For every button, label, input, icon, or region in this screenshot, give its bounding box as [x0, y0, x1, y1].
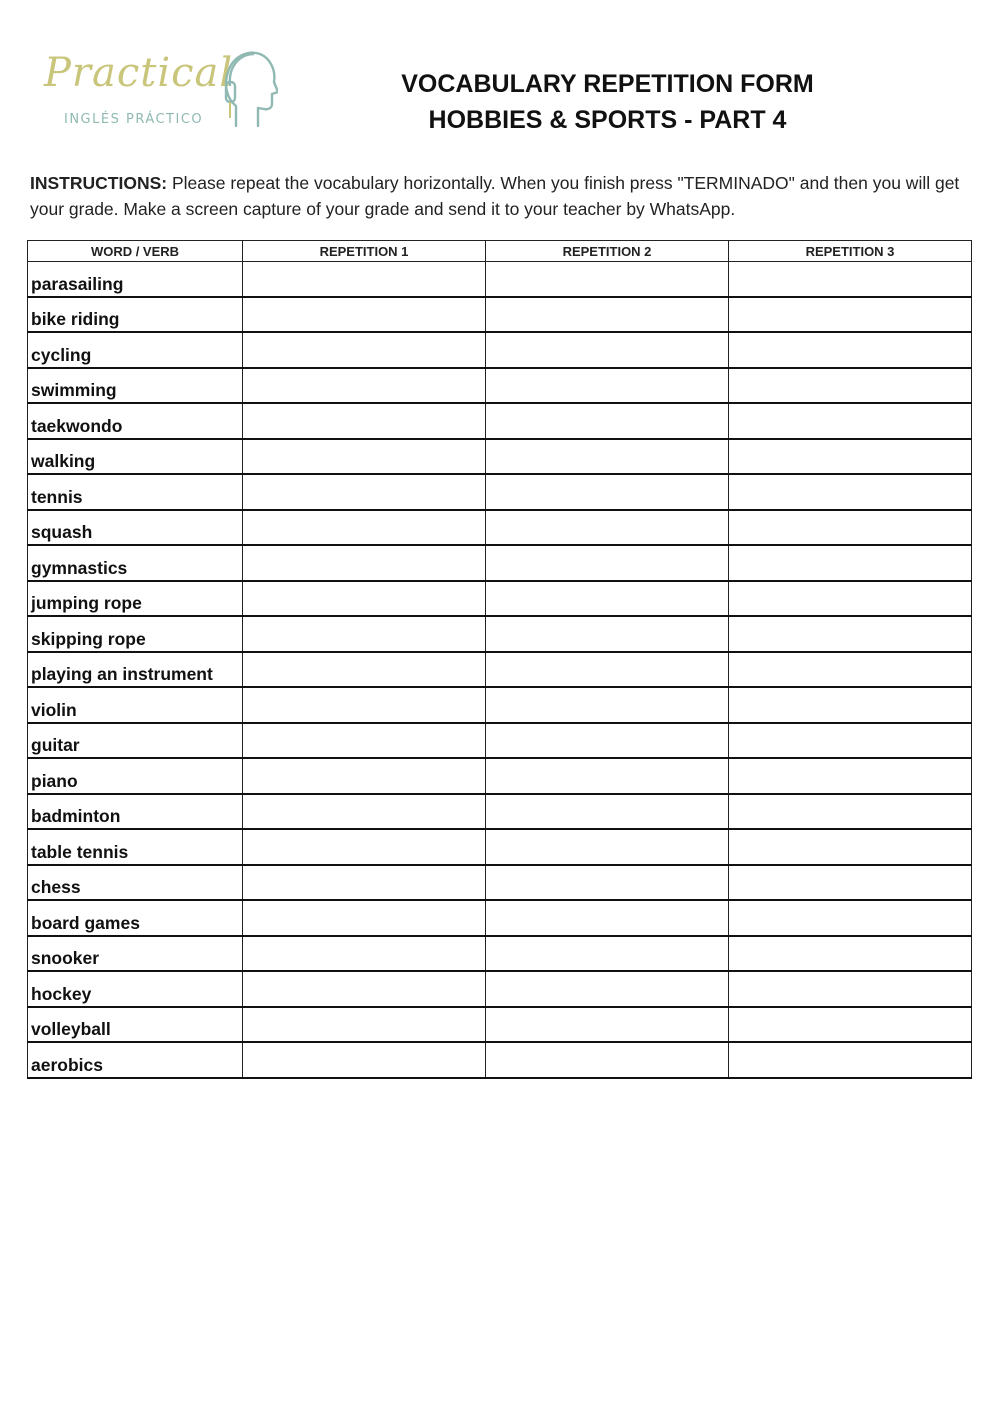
repetition-2-cell[interactable]: [486, 971, 729, 1007]
table-row: [28, 794, 972, 830]
title-line-2: HOBBIES & SPORTS - PART 4: [428, 106, 787, 134]
logo-subtitle: INGLÉS PRÁCTICO: [64, 112, 204, 127]
repetition-2-cell[interactable]: [486, 1042, 729, 1078]
repetition-1-cell[interactable]: [243, 971, 486, 1007]
table-row: [28, 368, 972, 404]
word-cell: violin: [28, 687, 243, 723]
repetition-2-cell[interactable]: [486, 297, 729, 333]
table-row: [28, 474, 972, 510]
repetition-3-cell[interactable]: [729, 403, 972, 439]
repetition-1-cell[interactable]: [243, 687, 486, 723]
repetition-3-cell[interactable]: [729, 297, 972, 333]
table-row: [28, 865, 972, 901]
repetition-3-cell[interactable]: [729, 439, 972, 475]
repetition-1-cell[interactable]: [243, 900, 486, 936]
repetition-1-cell[interactable]: [243, 1042, 486, 1078]
repetition-2-cell[interactable]: [486, 332, 729, 368]
repetition-3-cell[interactable]: [729, 687, 972, 723]
instructions-label: INSTRUCTIONS:: [30, 173, 168, 193]
repetition-2-cell[interactable]: [486, 652, 729, 688]
word-cell: jumping rope: [28, 581, 243, 617]
column-header-repetition-1: REPETITION 1: [243, 241, 486, 262]
table-row: [28, 723, 972, 759]
repetition-3-cell[interactable]: [729, 262, 972, 297]
repetition-1-cell[interactable]: [243, 439, 486, 475]
repetition-1-cell[interactable]: [243, 723, 486, 759]
repetition-2-cell[interactable]: [486, 758, 729, 794]
word-cell: parasailing: [28, 262, 243, 297]
table-row: [28, 581, 972, 617]
repetition-2-cell[interactable]: [486, 616, 729, 652]
table-row: [28, 687, 972, 723]
table-row: [28, 332, 972, 368]
repetition-1-cell[interactable]: [243, 616, 486, 652]
table-row: [28, 1007, 972, 1043]
repetition-1-cell[interactable]: [243, 758, 486, 794]
word-cell: skipping rope: [28, 616, 243, 652]
repetition-3-cell[interactable]: [729, 1007, 972, 1043]
word-cell: table tennis: [28, 829, 243, 865]
instructions-text: Please repeat the vocabulary horizontally. When you finish press "TERMINADO" and then you will get your grade. Make a screen capture of your grade and send it to your teacher by WhatsApp.: [30, 173, 960, 219]
repetition-1-cell[interactable]: [243, 474, 486, 510]
word-cell: squash: [28, 510, 243, 546]
repetition-3-cell[interactable]: [729, 971, 972, 1007]
word-cell: chess: [28, 865, 243, 901]
word-cell: gymnastics: [28, 545, 243, 581]
word-cell: board games: [28, 900, 243, 936]
repetition-2-cell[interactable]: [486, 936, 729, 972]
repetition-1-cell[interactable]: [243, 936, 486, 972]
word-cell: swimming: [28, 368, 243, 404]
table-row: [28, 545, 972, 581]
repetition-3-cell[interactable]: [729, 723, 972, 759]
table-row: [28, 652, 972, 688]
word-cell: cycling: [28, 332, 243, 368]
repetition-2-cell[interactable]: [486, 403, 729, 439]
repetition-1-cell[interactable]: [243, 368, 486, 404]
repetition-3-cell[interactable]: [729, 332, 972, 368]
word-cell: playing an instrument: [28, 652, 243, 688]
repetition-2-cell[interactable]: [486, 510, 729, 546]
column-header-repetition-2: REPETITION 2: [486, 241, 729, 262]
repetition-2-cell[interactable]: [486, 1007, 729, 1043]
word-cell: aerobics: [28, 1042, 243, 1078]
repetition-2-cell[interactable]: [486, 829, 729, 865]
repetition-3-cell[interactable]: [729, 581, 972, 617]
word-cell: hockey: [28, 971, 243, 1007]
table-row: [28, 758, 972, 794]
repetition-3-cell[interactable]: [729, 510, 972, 546]
table-row: [28, 297, 972, 333]
repetition-2-cell[interactable]: [486, 865, 729, 901]
repetition-3-cell[interactable]: [729, 545, 972, 581]
table-row: [28, 1042, 972, 1078]
repetition-1-cell[interactable]: [243, 403, 486, 439]
repetition-1-cell[interactable]: [243, 1007, 486, 1043]
table-row: [28, 936, 972, 972]
word-cell: volleyball: [28, 1007, 243, 1043]
repetition-3-cell[interactable]: [729, 616, 972, 652]
repetition-1-cell[interactable]: [243, 794, 486, 830]
repetition-2-cell[interactable]: [486, 581, 729, 617]
word-cell: guitar: [28, 723, 243, 759]
table-header-row: [28, 241, 972, 262]
repetition-2-cell[interactable]: [486, 262, 729, 297]
repetition-1-cell[interactable]: [243, 865, 486, 901]
table-row: [28, 616, 972, 652]
repetition-3-cell[interactable]: [729, 758, 972, 794]
repetition-1-cell[interactable]: [243, 510, 486, 546]
word-cell: walking: [28, 439, 243, 475]
table-row: [28, 829, 972, 865]
instructions: [30, 170, 970, 222]
repetition-3-cell[interactable]: [729, 900, 972, 936]
table-body: [28, 262, 972, 1078]
repetition-2-cell[interactable]: [486, 368, 729, 404]
word-cell: taekwondo: [28, 403, 243, 439]
word-cell: bike riding: [28, 297, 243, 333]
repetition-3-cell[interactable]: [729, 794, 972, 830]
logo-script-text: Practical: [44, 50, 234, 96]
repetition-1-cell[interactable]: [243, 581, 486, 617]
repetition-3-cell[interactable]: [729, 829, 972, 865]
word-cell: piano: [28, 758, 243, 794]
table-row: [28, 510, 972, 546]
table-row: [28, 403, 972, 439]
head-headphones-icon: [218, 46, 278, 132]
repetition-2-cell[interactable]: [486, 439, 729, 475]
word-cell: badminton: [28, 794, 243, 830]
repetition-2-cell[interactable]: [486, 900, 729, 936]
vocabulary-table: [27, 240, 972, 1079]
repetition-1-cell[interactable]: [243, 545, 486, 581]
table-row: [28, 262, 972, 297]
repetition-1-cell[interactable]: [243, 652, 486, 688]
column-header-repetition-3: REPETITION 3: [729, 241, 972, 262]
repetition-3-cell[interactable]: [729, 936, 972, 972]
repetition-1-cell[interactable]: [243, 829, 486, 865]
repetition-2-cell[interactable]: [486, 474, 729, 510]
word-cell: snooker: [28, 936, 243, 972]
repetition-3-cell[interactable]: [729, 368, 972, 404]
title-line-1: VOCABULARY REPETITION FORM: [401, 70, 814, 98]
table-row: [28, 971, 972, 1007]
repetition-3-cell[interactable]: [729, 865, 972, 901]
page-title: [330, 66, 885, 138]
table-row: [28, 900, 972, 936]
repetition-3-cell[interactable]: [729, 652, 972, 688]
repetition-2-cell[interactable]: [486, 794, 729, 830]
table-row: [28, 439, 972, 475]
word-cell: tennis: [28, 474, 243, 510]
repetition-1-cell[interactable]: [243, 297, 486, 333]
repetition-2-cell[interactable]: [486, 545, 729, 581]
repetition-3-cell[interactable]: [729, 474, 972, 510]
repetition-2-cell[interactable]: [486, 723, 729, 759]
repetition-2-cell[interactable]: [486, 687, 729, 723]
logo: [40, 44, 280, 136]
column-header-word: WORD / VERB: [28, 241, 243, 262]
repetition-1-cell[interactable]: [243, 332, 486, 368]
repetition-3-cell[interactable]: [729, 1042, 972, 1078]
repetition-1-cell[interactable]: [243, 262, 486, 297]
